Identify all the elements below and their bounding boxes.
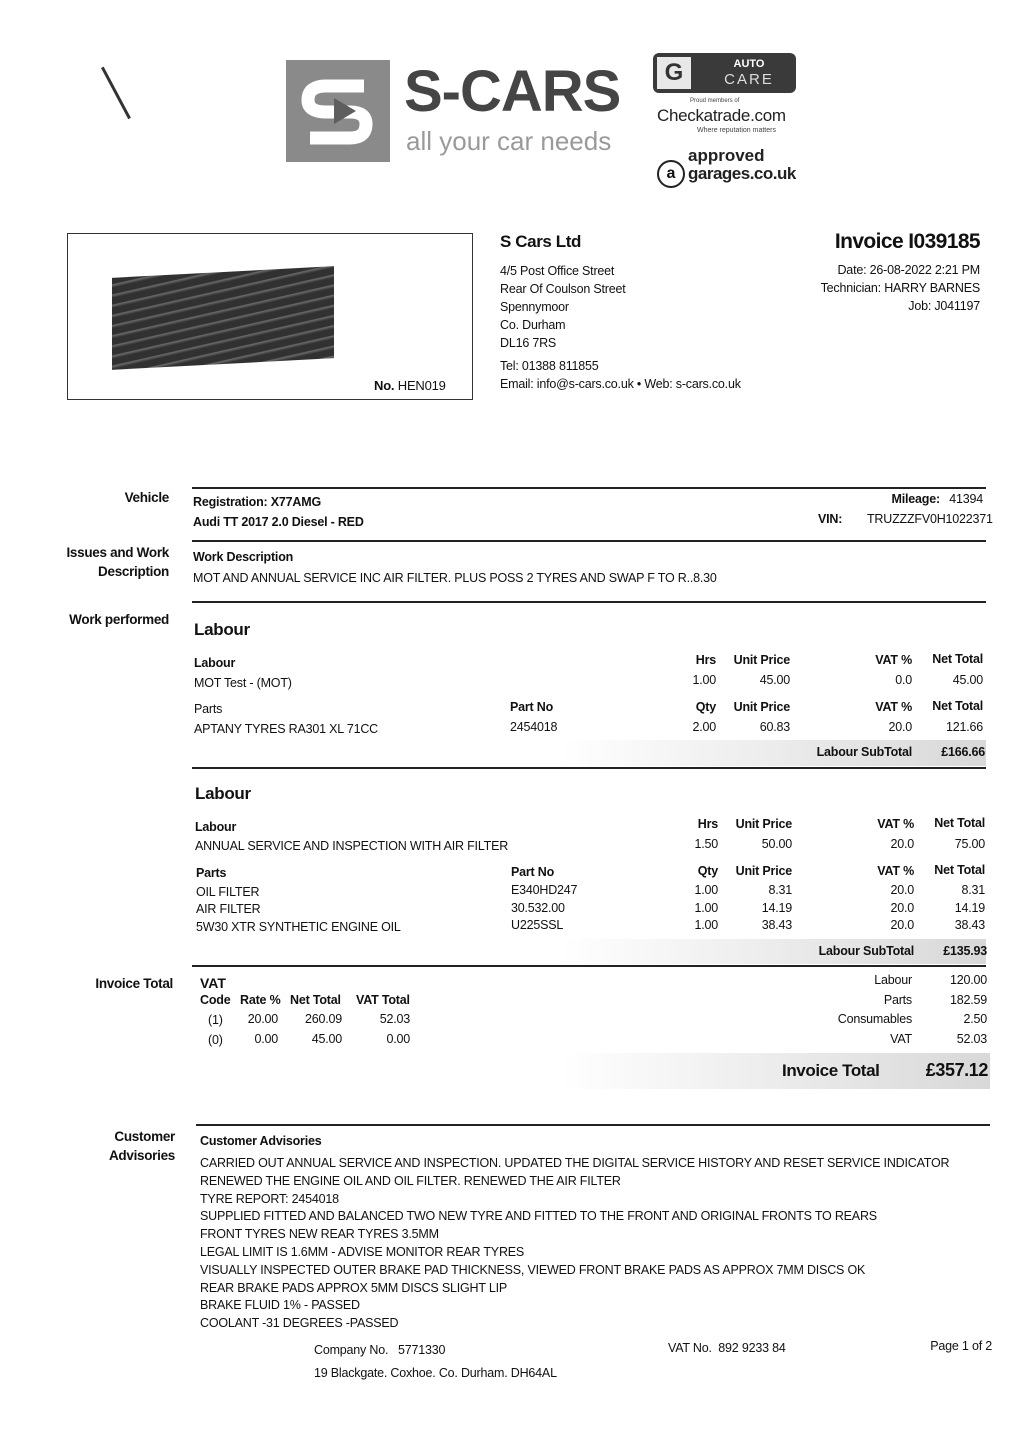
vat-col-net: Net Total bbox=[290, 993, 341, 1007]
labour-row-desc: ANNUAL SERVICE AND INSPECTION WITH AIR FILTER bbox=[195, 839, 509, 853]
advisory-line: SUPPLIED FITTED AND BALANCED TWO NEW TYRE AND FITTED TO THE FRONT AND ORIGINAL FRONTS TO REARS bbox=[200, 1209, 877, 1224]
col-unit-price: Unit Price bbox=[735, 817, 792, 831]
divider bbox=[192, 767, 986, 769]
customer-address-box bbox=[67, 233, 473, 400]
section-label-vehicle: Vehicle bbox=[124, 490, 169, 505]
vat-heading: VAT bbox=[200, 975, 226, 991]
checkatrade-tagline: Where reputation matters bbox=[697, 127, 776, 134]
account-number bbox=[374, 378, 446, 393]
advisories-text bbox=[200, 1155, 949, 1333]
divider bbox=[192, 965, 986, 967]
advisory-line: CARRIED OUT ANNUAL SERVICE AND INSPECTION. UPDATED THE DIGITAL SERVICE HISTORY AND RESET SERVICE INDICATOR bbox=[200, 1156, 950, 1170]
approved-line1: approved bbox=[688, 146, 765, 165]
part-row-vat: 20.0 bbox=[890, 918, 914, 932]
company-address bbox=[500, 262, 741, 393]
col-hrs: Hrs bbox=[695, 653, 716, 667]
col-net-total: Net Total bbox=[932, 699, 983, 713]
part-row-unit: 38.43 bbox=[761, 918, 792, 932]
col-vat: VAT % bbox=[875, 700, 912, 714]
work-description-heading: Work Description bbox=[193, 550, 294, 564]
totals-labour-value: 120.00 bbox=[949, 973, 987, 987]
pen-stroke bbox=[101, 67, 131, 120]
vat-col-rate: Rate % bbox=[240, 993, 281, 1007]
col-labour: Labour bbox=[195, 820, 237, 834]
part-row-partno: E340HD247 bbox=[511, 883, 578, 897]
invoice-total-label: Invoice Total bbox=[782, 1061, 880, 1080]
labour-row-net: 75.00 bbox=[954, 837, 985, 851]
part-row-net: 8.31 bbox=[961, 883, 985, 897]
labour-row-hrs: 1.50 bbox=[694, 837, 718, 851]
part-row-unit: 8.31 bbox=[768, 883, 792, 897]
vehicle-mileage bbox=[850, 492, 983, 506]
company-tel: Tel: 01388 811855 bbox=[500, 359, 599, 373]
footer-address: 19 Blackgate. Coxhoe. Co. Durham. DH64AL bbox=[314, 1366, 557, 1380]
account-number-value: HEN019 bbox=[397, 378, 446, 393]
vin-value: TRUZZZFV0H1022371 bbox=[867, 512, 993, 526]
divider bbox=[196, 1124, 990, 1126]
vat-row-rate: 0.00 bbox=[254, 1032, 278, 1046]
totals-labour-label: Labour bbox=[874, 973, 912, 987]
vat-row-code: (1) bbox=[208, 1013, 223, 1027]
divider bbox=[192, 487, 986, 489]
advisory-line: BRAKE FLUID 1% - PASSED bbox=[200, 1298, 360, 1313]
part-row-vat: 20.0 bbox=[890, 883, 914, 897]
advisories-heading: Customer Advisories bbox=[200, 1134, 322, 1148]
approved-garages-icon: a bbox=[657, 160, 685, 188]
col-net-total: Net Total bbox=[934, 816, 985, 830]
part-row-desc: AIR FILTER bbox=[196, 902, 261, 916]
totals-vat-value: 52.03 bbox=[956, 1032, 987, 1046]
section-label-work-performed: Work performed bbox=[69, 612, 169, 627]
company-name: S Cars Ltd bbox=[500, 232, 582, 251]
section-label-issues: Issues and Work Description bbox=[66, 545, 169, 579]
col-parts: Parts bbox=[196, 866, 227, 880]
col-part-no: Part No bbox=[510, 700, 554, 714]
advisory-line: TYRE REPORT: 2454018 bbox=[200, 1191, 339, 1206]
labour-row-vat: 20.0 bbox=[890, 837, 914, 851]
section-label-customer-advisories: Customer Advisories bbox=[108, 1129, 175, 1163]
labour-row-desc: MOT Test - (MOT) bbox=[194, 676, 292, 690]
part-row-partno: 2454018 bbox=[510, 720, 558, 734]
redacted-address bbox=[112, 266, 334, 370]
vehicle-model: Audi TT 2017 2.0 Diesel - RED bbox=[193, 515, 364, 529]
labour-row-vat: 0.0 bbox=[895, 673, 912, 687]
col-qty: Qty bbox=[697, 864, 718, 878]
part-row-desc: APTANY TYRES RA301 XL 71CC bbox=[194, 722, 379, 736]
invoice-total-value: £357.12 bbox=[925, 1060, 988, 1080]
labour-row-hrs: 1.00 bbox=[692, 673, 716, 687]
mileage-label: Mileage: bbox=[891, 492, 940, 506]
autocare-line1: AUTO bbox=[733, 58, 765, 70]
address-line: Co. Durham bbox=[500, 318, 566, 332]
part-row-vat: 20.0 bbox=[888, 720, 912, 734]
part-row-unit: 60.83 bbox=[759, 720, 790, 734]
footer-company-no: Company No. 5771330 bbox=[314, 1343, 446, 1357]
divider bbox=[192, 540, 986, 542]
col-qty: Qty bbox=[695, 700, 716, 714]
totals-vat-label: VAT bbox=[890, 1032, 912, 1046]
advisory-line: REAR BRAKE PADS APPROX 5MM DISCS SLIGHT LIP bbox=[200, 1280, 508, 1295]
autocare-line2: CARE bbox=[724, 71, 774, 88]
autocare-badge bbox=[653, 53, 796, 93]
col-net-total: Net Total bbox=[934, 863, 985, 877]
part-row-desc: 5W30 XTR SYNTHETIC ENGINE OIL bbox=[196, 920, 401, 934]
brand-logo bbox=[286, 60, 390, 162]
address-line: DL16 7RS bbox=[500, 336, 557, 350]
address-line: Spennymoor bbox=[500, 300, 569, 314]
subtotal-value: £166.66 bbox=[941, 745, 985, 759]
part-row-net: 14.19 bbox=[954, 901, 985, 915]
part-row-net: 121.66 bbox=[945, 720, 983, 734]
part-row-partno: U225SSL bbox=[511, 918, 564, 932]
labour-block-title: Labour bbox=[194, 620, 250, 639]
vehicle-registration: Registration: X77AMG bbox=[193, 495, 321, 509]
invoice-date: Date: 26-08-2022 2:21 PM bbox=[837, 263, 980, 277]
vat-row-vat: 52.03 bbox=[379, 1012, 410, 1026]
autocare-g-icon: G bbox=[657, 57, 691, 89]
advisory-line: COOLANT -31 DEGREES -PASSED bbox=[200, 1316, 399, 1331]
col-parts: Parts bbox=[194, 702, 223, 716]
col-part-no: Part No bbox=[511, 865, 555, 879]
vat-col-vat: VAT Total bbox=[356, 993, 410, 1007]
subtotal-value: £135.93 bbox=[943, 944, 987, 958]
approved-line2: garages.co.uk bbox=[688, 164, 796, 183]
advisory-line: FRONT TYRES NEW REAR TYRES 3.5MM bbox=[200, 1227, 439, 1242]
subtotal-label: Labour SubTotal bbox=[818, 944, 914, 958]
col-unit-price: Unit Price bbox=[733, 700, 790, 714]
col-vat: VAT % bbox=[875, 653, 912, 667]
part-row-net: 38.43 bbox=[954, 918, 985, 932]
col-labour: Labour bbox=[194, 656, 236, 670]
part-row-desc: OIL FILTER bbox=[196, 885, 260, 899]
vat-row-code: (0) bbox=[208, 1033, 223, 1047]
part-row-qty: 2.00 bbox=[692, 720, 716, 734]
brand-tagline: all your car needs bbox=[406, 126, 612, 156]
advisory-line: LEGAL LIMIT IS 1.6MM - ADVISE MONITOR REAR TYRES bbox=[200, 1244, 525, 1259]
divider bbox=[192, 601, 986, 603]
totals-consumables-label: Consumables bbox=[837, 1012, 912, 1026]
work-description-text: MOT AND ANNUAL SERVICE INC AIR FILTER. PLUS POSS 2 TYRES AND SWAP F TO R..8.30 bbox=[193, 571, 717, 585]
col-net-total: Net Total bbox=[932, 652, 983, 666]
address-line: Rear Of Coulson Street bbox=[500, 282, 626, 296]
advisory-line: RENEWED THE ENGINE OIL AND OIL FILTER. RENEWED THE AIR FILTER bbox=[200, 1173, 621, 1188]
totals-parts-label: Parts bbox=[883, 993, 912, 1007]
subtotal-label: Labour SubTotal bbox=[816, 745, 912, 759]
vat-row-net: 45.00 bbox=[311, 1032, 342, 1046]
advisory-line: VISUALLY INSPECTED OUTER BRAKE PAD THICKNESS, VIEWED FRONT BRAKE PADS AS APPROX 7MM DISCS OK bbox=[200, 1262, 866, 1277]
invoice-meta bbox=[821, 261, 980, 315]
part-row-vat: 20.0 bbox=[890, 901, 914, 915]
part-row-qty: 1.00 bbox=[694, 918, 718, 932]
vat-row-net: 260.09 bbox=[304, 1012, 342, 1026]
labour-row-unit: 45.00 bbox=[759, 673, 790, 687]
part-row-qty: 1.00 bbox=[694, 883, 718, 897]
totals-parts-value: 182.59 bbox=[949, 993, 987, 1007]
footer-page-number: Page 1 of 2 bbox=[930, 1339, 992, 1353]
vat-col-code: Code bbox=[200, 993, 231, 1007]
vat-row-vat: 0.00 bbox=[386, 1032, 410, 1046]
address-line: 4/5 Post Office Street bbox=[500, 264, 615, 278]
col-vat: VAT % bbox=[877, 864, 914, 878]
account-number-label: No. bbox=[374, 378, 395, 393]
col-unit-price: Unit Price bbox=[733, 653, 790, 667]
company-contact: Email: info@s-cars.co.uk • Web: s-cars.co.uk bbox=[500, 377, 741, 391]
vin-label: VIN: bbox=[818, 512, 843, 526]
totals-consumables-value: 2.50 bbox=[963, 1012, 987, 1026]
labour-block-title: Labour bbox=[195, 784, 251, 803]
checkatrade-small: Proud members of bbox=[690, 98, 740, 104]
labour-row-unit: 50.00 bbox=[761, 837, 792, 851]
s-cars-emblem-icon bbox=[286, 60, 390, 162]
part-row-unit: 14.19 bbox=[761, 901, 792, 915]
col-vat: VAT % bbox=[877, 817, 914, 831]
invoice-title: Invoice I039185 bbox=[834, 230, 980, 253]
part-row-partno: 30.532.00 bbox=[511, 901, 565, 915]
invoice-technician: Technician: HARRY BARNES bbox=[820, 281, 980, 295]
mileage-value: 41394 bbox=[949, 492, 983, 506]
vat-row-rate: 20.00 bbox=[247, 1012, 278, 1026]
col-unit-price: Unit Price bbox=[735, 864, 792, 878]
checkatrade-name: Checkatrade.com bbox=[657, 106, 786, 125]
brand-name: S-CARS bbox=[404, 59, 621, 124]
footer-vat-no: VAT No. 892 9233 84 bbox=[668, 1341, 786, 1355]
section-label-invoice-total: Invoice Total bbox=[95, 976, 173, 991]
col-hrs: Hrs bbox=[697, 817, 718, 831]
labour-row-net: 45.00 bbox=[952, 673, 983, 687]
part-row-qty: 1.00 bbox=[694, 901, 718, 915]
invoice-job: Job: J041197 bbox=[908, 299, 980, 313]
